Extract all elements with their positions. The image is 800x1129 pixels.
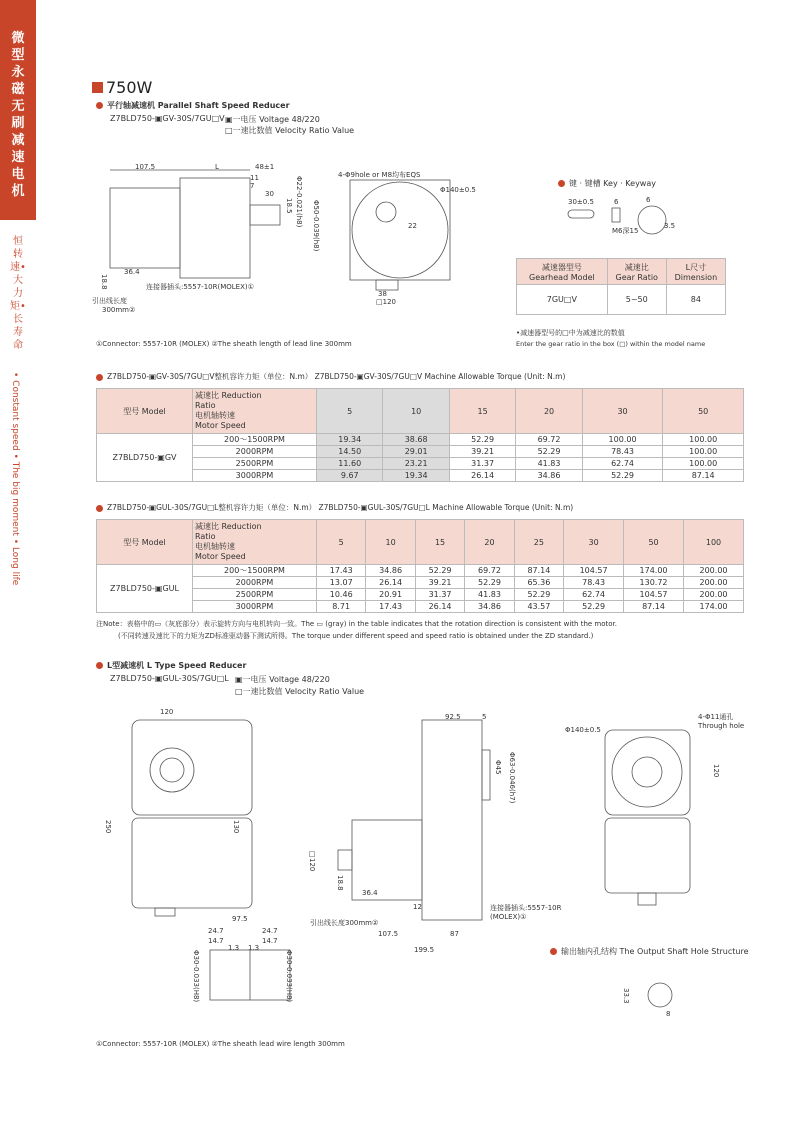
- torque2-table: [96, 519, 744, 613]
- torque-cell: 200.00: [684, 589, 744, 601]
- ratio-header: 5: [317, 389, 383, 434]
- torque-cell: 200.00: [684, 577, 744, 589]
- speed-cell: 3000RPM: [193, 601, 317, 613]
- bullet-icon: [96, 102, 103, 109]
- torque-cell: 31.37: [449, 458, 515, 470]
- torque-cell: 19.34: [383, 470, 449, 482]
- speed-cell: 3000RPM: [193, 470, 317, 482]
- torque-cell: 11.60: [317, 458, 383, 470]
- torque-cell: 174.00: [624, 565, 684, 577]
- torque-cell: 87.14: [514, 565, 563, 577]
- ratio-header: 15: [449, 389, 515, 434]
- page-title: 750W: [92, 78, 152, 97]
- torque-cell: 87.14: [663, 470, 744, 482]
- torque-cell: 26.14: [366, 577, 415, 589]
- ltype-ratio-note: □一速比数值 Velocity Ratio Value: [235, 687, 365, 696]
- torque-cell: 130.72: [624, 577, 684, 589]
- connector-note-top: ①Connector: 5557-10R (MOLEX) ②The sheath length of lead line 300mm: [96, 340, 352, 348]
- note-mid-2: (不同转速及速比下的力矩为ZD标准驱动器下测试所得。The torque under different speed and speed ratio is obtained under the ZD standard.): [118, 632, 594, 640]
- ratio-header: 10: [366, 520, 415, 565]
- ratio-header: 15: [415, 520, 464, 565]
- torque-cell: 52.29: [582, 470, 663, 482]
- torque-cell: 39.21: [415, 577, 464, 589]
- model-label-cell: 型号 Model: [97, 520, 193, 565]
- speed-cell: 2000RPM: [193, 577, 317, 589]
- torque-cell: 78.43: [564, 577, 624, 589]
- torque-cell: 52.29: [415, 565, 464, 577]
- ratio-speed-header: 减速比 Reduction Ratio 电机轴转速 Motor Speed: [193, 389, 317, 434]
- torque-cell: 23.21: [383, 458, 449, 470]
- torque-cell: 17.43: [366, 601, 415, 613]
- parallel-heading: 平行轴减速机 Parallel Shaft Speed Reducer: [96, 100, 290, 111]
- ratio-header: 25: [514, 520, 563, 565]
- torque-cell: 104.57: [624, 589, 684, 601]
- torque-cell: 100.00: [663, 434, 744, 446]
- torque-cell: 19.34: [317, 434, 383, 446]
- torque-cell: 100.00: [582, 434, 663, 446]
- torque-cell: 43.57: [514, 601, 563, 613]
- ratio-header: 50: [663, 389, 744, 434]
- torque-cell: 52.29: [449, 434, 515, 446]
- ltype-voltage: ▣一电压 Voltage 48/220: [235, 675, 330, 684]
- speed-cell: 2500RPM: [193, 589, 317, 601]
- model-cell: Z7BLD750-▣GUL: [97, 565, 193, 613]
- speed-cell: 2500RPM: [193, 458, 317, 470]
- torque-cell: 200.00: [684, 565, 744, 577]
- sidebar-features-zh: 恒转速•大力矩•长寿命: [10, 236, 26, 351]
- shaft-hole-heading: 输出轴内孔结构 The Output Shaft Hole Structure: [550, 946, 749, 957]
- ratio-header: 30: [564, 520, 624, 565]
- bullet-icon: [96, 662, 103, 669]
- torque-cell: 38.68: [383, 434, 449, 446]
- ratio-header: 10: [383, 389, 449, 434]
- parallel-drawing: [96, 150, 516, 320]
- ratio-header: 50: [624, 520, 684, 565]
- parallel-voltage: ▣一电压 Voltage 48/220: [225, 115, 320, 124]
- parallel-model: Z7BLD750-▣GV-30S/7GU□V: [110, 114, 225, 123]
- torque-cell: 65.36: [514, 577, 563, 589]
- torque-cell: 39.21: [449, 446, 515, 458]
- torque-cell: 34.86: [366, 565, 415, 577]
- ratio-header: 100: [684, 520, 744, 565]
- torque-cell: 14.50: [317, 446, 383, 458]
- note-mid-1: 注Note：表格中的▭（灰底部分）表示旋转方向与电机转向一致。The ▭ (gray) in the table indicates that the rotation direction is consistent with the motor.: [96, 620, 618, 628]
- sidebar-features-en: • Constant speed • The big moment • Long life: [10, 372, 20, 586]
- model-cell: Z7BLD750-▣GV: [97, 434, 193, 482]
- ratio-header: 20: [465, 520, 514, 565]
- torque-cell: 52.29: [564, 601, 624, 613]
- torque-cell: 104.57: [564, 565, 624, 577]
- torque-cell: 52.29: [465, 577, 514, 589]
- torque-cell: 100.00: [663, 458, 744, 470]
- speed-cell: 200～1500RPM: [193, 434, 317, 446]
- torque-cell: 26.14: [449, 470, 515, 482]
- title-square-icon: [92, 82, 103, 93]
- parallel-ratio-note: □一速比数值 Velocity Ratio Value: [225, 126, 355, 135]
- gear-note-en: Enter the gear ratio in the box (□) within the model name: [516, 340, 706, 348]
- torque1-heading: Z7BLD750-▣GV-30S/7GU□V整机容许力矩（单位：N.m） Z7BLD750-▣GV-30S/7GU□V Machine Allowable Torque (Unit: N.m): [96, 371, 565, 382]
- bullet-icon: [558, 180, 565, 187]
- torque-cell: 78.43: [582, 446, 663, 458]
- torque-cell: 62.74: [582, 458, 663, 470]
- ltype-model: Z7BLD750-▣GUL-30S/7GU□L: [110, 674, 229, 683]
- model-label-cell: 型号 Model: [97, 389, 193, 434]
- torque-cell: 34.86: [465, 601, 514, 613]
- torque-cell: 13.07: [317, 577, 366, 589]
- gearhead-table: 减速器型号 Gearhead Model 减速比 Gear Ratio L尺寸 Dimension 7GU□V 5~50 84: [516, 258, 726, 315]
- torque-cell: 8.71: [317, 601, 366, 613]
- torque2-heading: Z7BLD750-▣GUL-30S/7GU□L整机容许力矩（单位：N.m） Z7BLD750-▣GUL-30S/7GU□L Machine Allowable Torque (Unit: N.m): [96, 502, 573, 513]
- key-heading: 键 · 键槽 Key · Keyway: [558, 178, 656, 189]
- speed-cell: 200～1500RPM: [193, 565, 317, 577]
- torque-cell: 31.37: [415, 589, 464, 601]
- torque-cell: 41.83: [465, 589, 514, 601]
- torque-cell: 52.29: [514, 589, 563, 601]
- torque-cell: 10.46: [317, 589, 366, 601]
- torque-cell: 174.00: [684, 601, 744, 613]
- ratio-speed-header: 减速比 Reduction Ratio 电机轴转速 Motor Speed: [193, 520, 317, 565]
- speed-cell: 2000RPM: [193, 446, 317, 458]
- torque-cell: 69.72: [465, 565, 514, 577]
- ratio-header: 30: [582, 389, 663, 434]
- torque-cell: 20.91: [366, 589, 415, 601]
- sidebar-title: 微型永磁无刷减速电机: [11, 31, 25, 199]
- torque-cell: 29.01: [383, 446, 449, 458]
- torque-cell: 62.74: [564, 589, 624, 601]
- torque-cell: 52.29: [516, 446, 582, 458]
- bullet-icon: [96, 374, 103, 381]
- torque1-table: [96, 388, 744, 482]
- bullet-icon: [550, 948, 557, 955]
- connector-note-bottom: ①Connector: 5557-10R (MOLEX) ②The sheath lead wire length 300mm: [96, 1040, 345, 1048]
- ratio-header: 5: [317, 520, 366, 565]
- torque-cell: 17.43: [317, 565, 366, 577]
- torque-cell: 26.14: [415, 601, 464, 613]
- bullet-icon: [96, 505, 103, 512]
- torque-cell: 9.67: [317, 470, 383, 482]
- gear-note-zh: •减速器型号的□中为减速比的数值: [516, 329, 625, 337]
- torque-cell: 69.72: [516, 434, 582, 446]
- ratio-header: 20: [516, 389, 582, 434]
- ltype-heading: L型减速机 L Type Speed Reducer: [96, 660, 246, 671]
- torque-cell: 34.86: [516, 470, 582, 482]
- torque-cell: 100.00: [663, 446, 744, 458]
- torque-cell: 87.14: [624, 601, 684, 613]
- torque-cell: 41.83: [516, 458, 582, 470]
